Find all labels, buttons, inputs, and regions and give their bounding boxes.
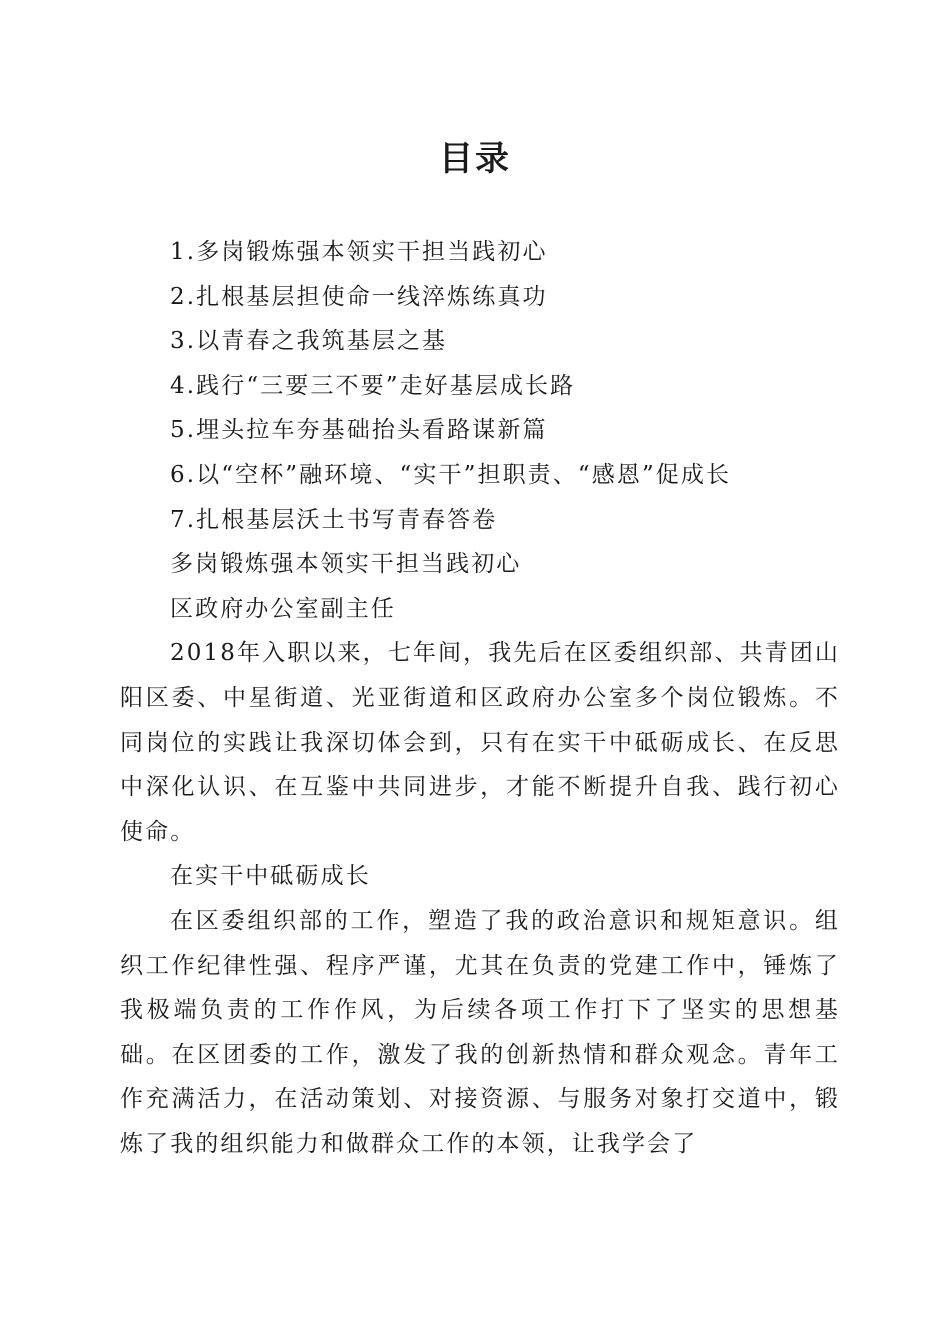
toc-item-4: 4.践行“三要三不要”走好基层成长路 [170,372,576,399]
table-of-contents [120,230,840,542]
page-title: 目录 [439,139,511,179]
document-body [120,230,840,1166]
section-heading: 在实干中砥砺成长 [170,863,371,890]
author-line: 区政府办公室副主任 [170,595,396,622]
toc-item-1: 1.多岗锻炼强本领实干担当践初心 [170,239,548,265]
toc-item-2: 2.扎根基层担使命一线淬炼练真功 [170,283,548,310]
toc-item-3: 3.以青春之我筑基层之基 [170,328,448,355]
article-title: 多岗锻炼强本领实干担当践初心 [170,551,522,578]
toc-item-5: 5.埋头拉车夯基础抬头看路谋新篇 [170,417,548,444]
body-paragraph-2: 在区委组织部的工作，塑造了我的政治意识和规矩意识。组织工作纪律性强、程序严谨，尤其在负责的党建工作中，锤炼了我极端负责的工作作风，为后续各项工作打下了坚实的思想基础。在区团委的工作，激发了我的创新热情和群众观念。青年工作充满活力，在活动策划、对接资源、与服务对象打交道中，锻炼了我的组织能力和做群众工作的本领，让我学会了 [120,907,840,1157]
toc-item-7: 7.扎根基层沃土书写青春答卷 [170,506,498,533]
toc-item-6: 6.以“空杯”融环境、“实干”担职责、“感恩”促成长 [170,461,732,488]
body-paragraph-1: 2018年入职以来，七年间，我先后在区委组织部、共青团山阳区委、中星街道、光亚街道和区政府办公室多个岗位锻炼。不同岗位的实践让我深切体会到，只有在实干中砥砺成长、在反思中深化认识、在互鉴中共同进步，才能不断提升自我、践行初心使命。 [120,640,840,845]
